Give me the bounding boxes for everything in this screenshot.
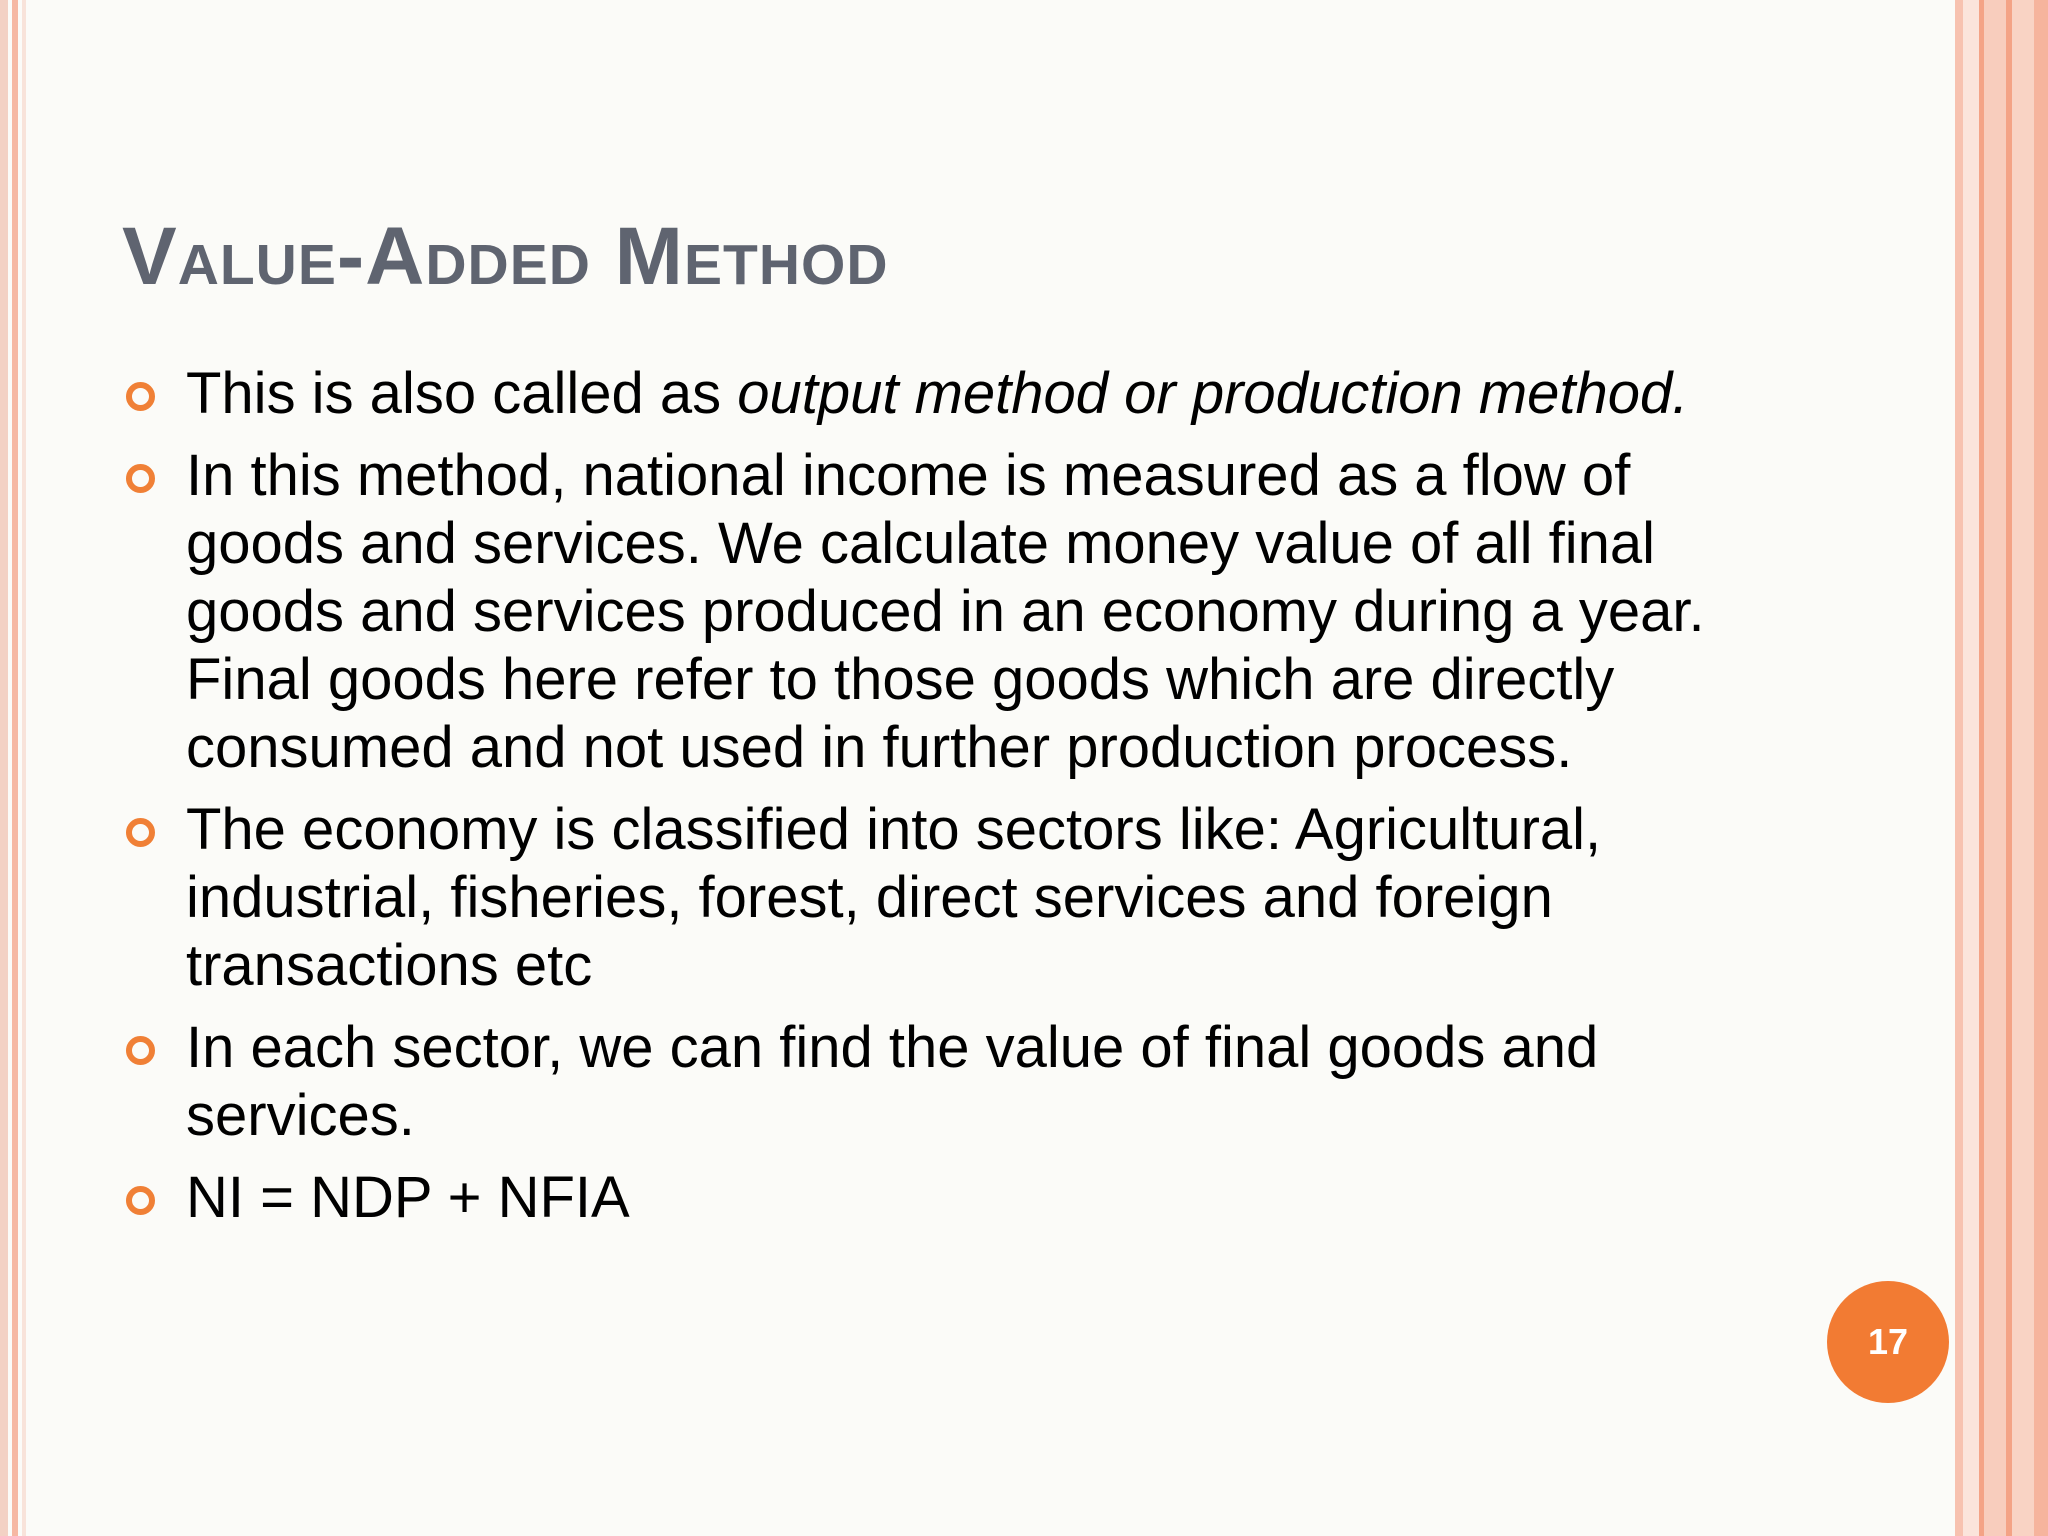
bullet-item	[122, 1164, 1782, 1232]
ring-bullet-icon	[126, 1186, 155, 1215]
left-border-line	[0, 0, 8, 1536]
slide-title: Value-Added Method	[122, 211, 889, 302]
bullet-text: In this method, national income is measured as a flow of goods and services. We calculate money value of all final goods and services produced in an economy during a year. Final goods here refer to those goods which are directly consumed and not used in further production process.	[186, 443, 1705, 780]
right-border-stripe	[2012, 0, 2034, 1536]
page-number-badge: 17	[1827, 1281, 1949, 1403]
ring-bullet-icon	[126, 382, 155, 411]
bullet-item	[122, 1014, 1782, 1150]
bullet-text: NI = NDP + NFIA	[186, 1165, 630, 1230]
right-border-stripe	[1955, 0, 1963, 1536]
bullet-item	[122, 442, 1782, 782]
bullet-list	[122, 360, 1782, 1246]
bullet-emphasis-text: output method or production method.	[737, 361, 1689, 426]
bullet-item	[122, 360, 1782, 428]
right-border-stripe	[2034, 0, 2048, 1536]
bullet-text: This is also called as	[186, 361, 738, 426]
right-border-stripe	[1984, 0, 2006, 1536]
bullet-text: In each sector, we can find the value of final goods and services.	[186, 1015, 1599, 1148]
ring-bullet-icon	[126, 818, 155, 847]
ring-bullet-icon	[126, 464, 155, 493]
left-border-line	[22, 0, 26, 1536]
left-border-line	[12, 0, 18, 1536]
bullet-text: The economy is classified into sectors like: Agricultural, industrial, fisheries, forest, direct services and foreign transactions etc	[186, 797, 1602, 998]
bullet-item	[122, 796, 1782, 1000]
ring-bullet-icon	[126, 1036, 155, 1065]
right-border-stripe	[1963, 0, 1979, 1536]
